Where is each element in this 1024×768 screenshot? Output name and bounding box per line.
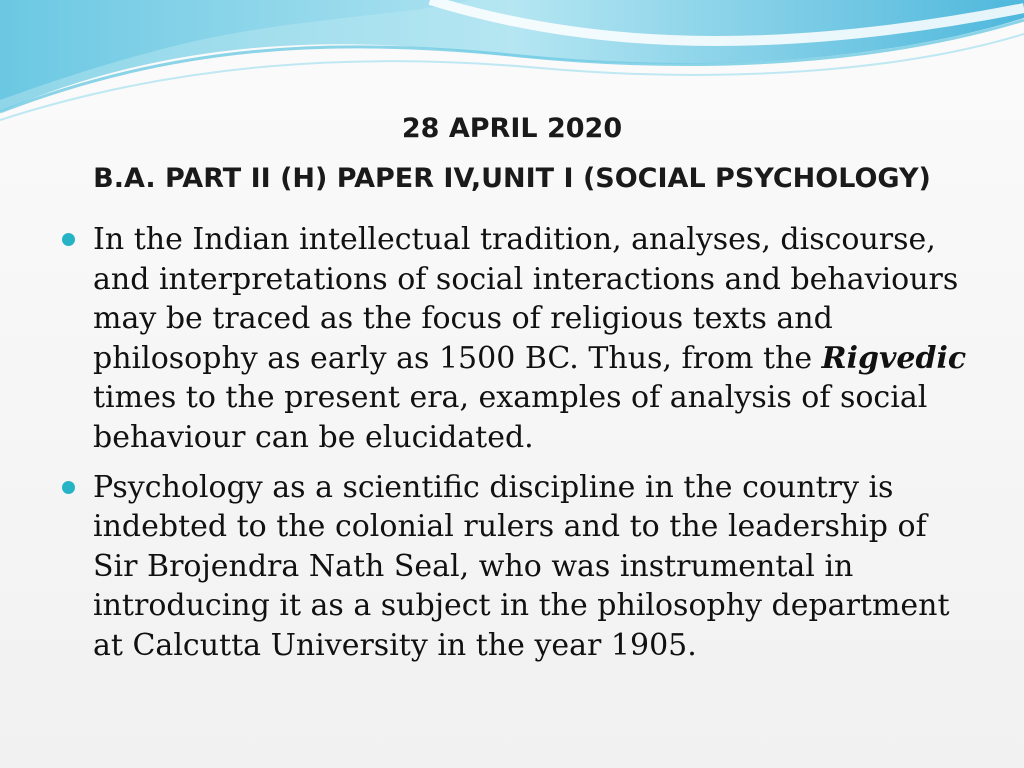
slide-content <box>60 220 980 676</box>
header-wave-decoration <box>0 0 1024 130</box>
bullet-emphasis-rigvedic: Rigvedic <box>821 340 967 376</box>
bullet-text: Psychology as a scientific discipline in the country is indebted to the colonial rulers and to the leadership of Sir Brojendra Nath Seal, who was instrumental in introducing it as a subject in the philosophy department at Calcutta University in the year 1905. <box>93 469 950 663</box>
bullet-text-after: times to the present era, examples of analysis of social behaviour can be elucidated. <box>93 380 928 455</box>
bullet-dot-icon <box>62 481 75 494</box>
slide-title-date: 28 APRIL 2020 <box>401 113 623 144</box>
bullet-dot-icon <box>62 233 75 246</box>
bullet-item <box>60 220 980 458</box>
bullet-item <box>60 468 980 666</box>
slide-title-course: B.A. PART II (H) PAPER IV,UNIT I (SOCIAL PSYCHOLOGY) <box>93 163 931 194</box>
bullet-text-before: In the Indian intellectual tradition, analyses, discourse, and interpretations of social interactions and behaviours may be traced as the focus of religious texts and philosophy as early as 1500 BC. Thus, from the <box>93 222 959 376</box>
bullet-text <box>93 220 980 458</box>
